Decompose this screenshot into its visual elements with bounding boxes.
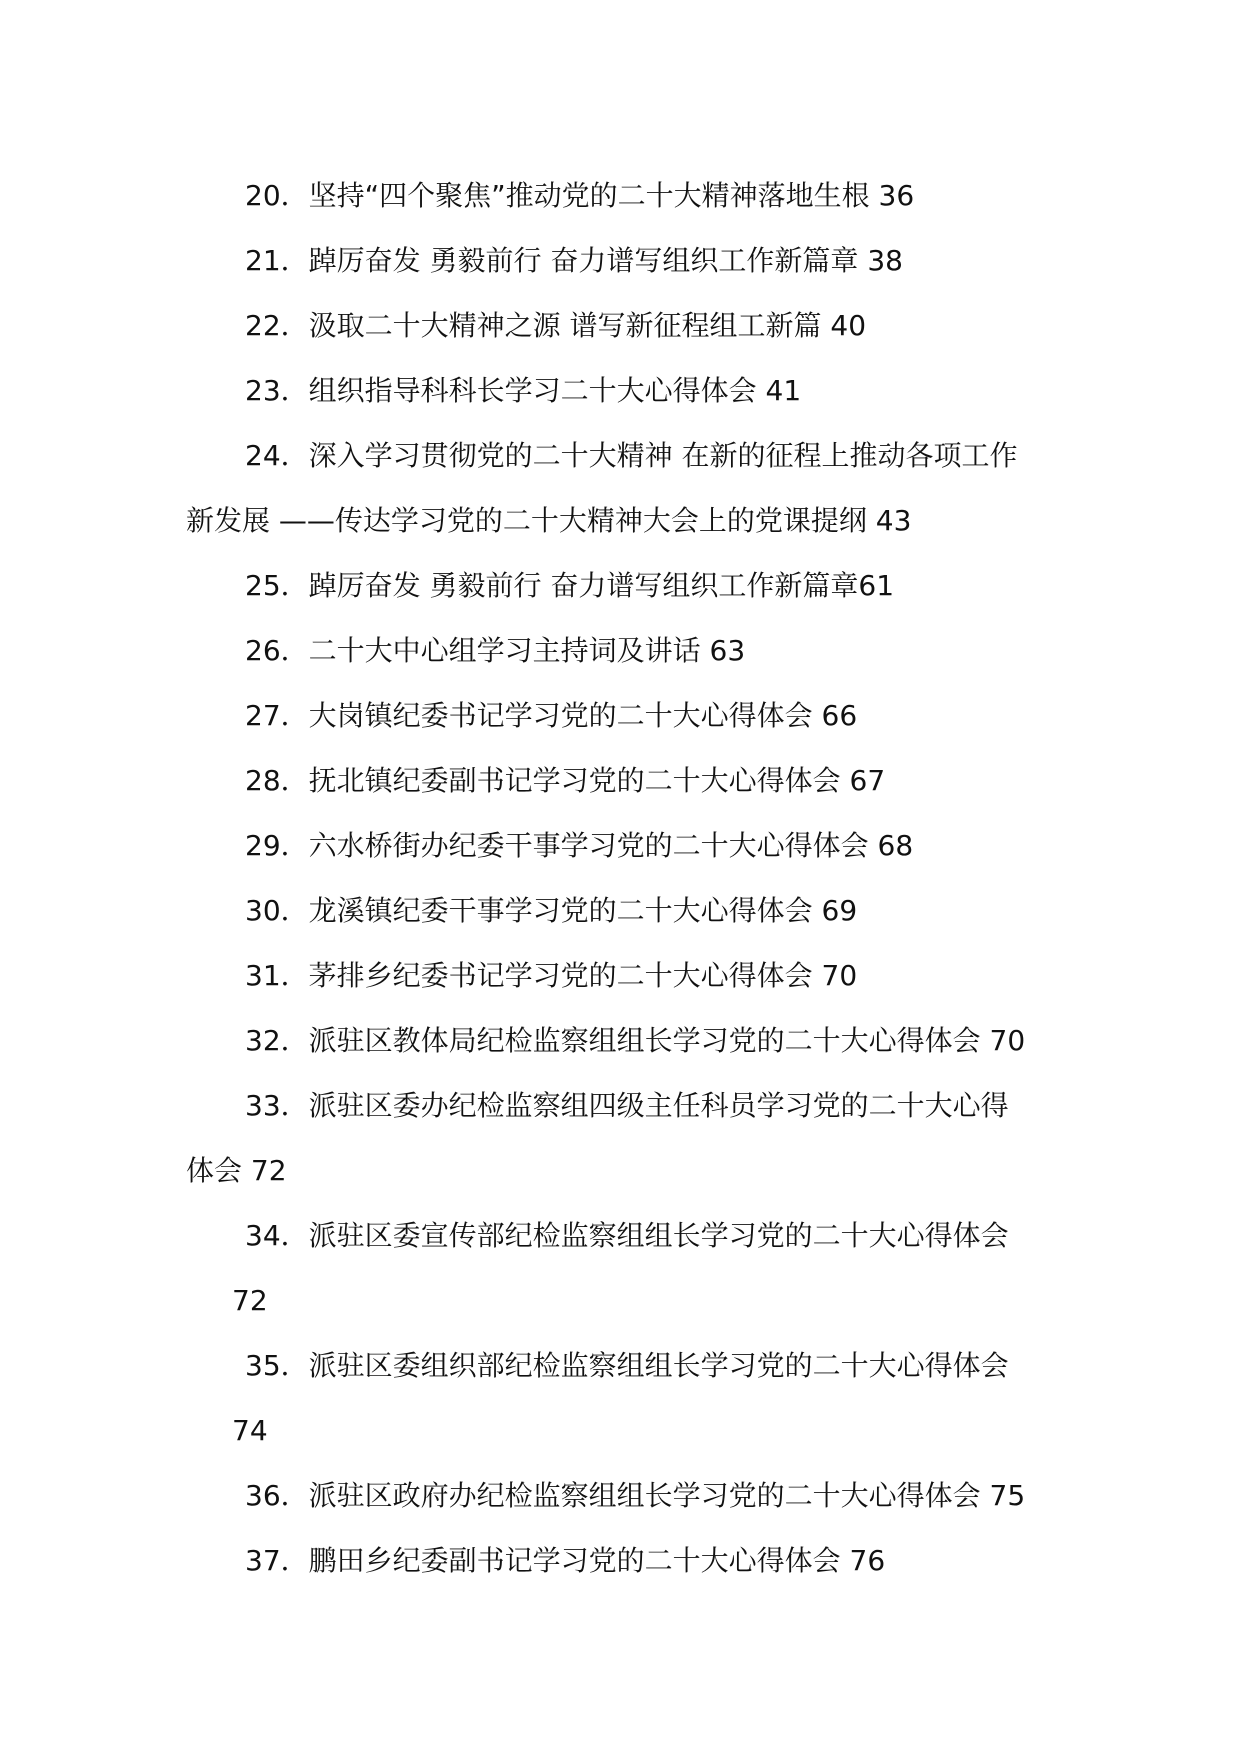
toc-entry-33-line-2: 体会 72 [186, 1154, 287, 1187]
toc-entry-35-line-1: 35．派驻区委组织部纪检监察组组长学习党的二十大心得体会 [245, 1349, 1009, 1382]
toc-entry-34-line-1: 34．派驻区委宣传部纪检监察组组长学习党的二十大心得体会 [245, 1219, 1009, 1252]
toc-entry-30: 30．龙溪镇纪委干事学习党的二十大心得体会 69 [245, 894, 858, 927]
toc-entry-24-line-1: 24．深入学习贯彻党的二十大精神 在新的征程上推动各项工作 [245, 439, 1018, 472]
toc-entry-20: 20．坚持“四个聚焦”推动党的二十大精神落地生根 36 [245, 179, 915, 212]
toc-entry-32: 32．派驻区教体局纪检监察组组长学习党的二十大心得体会 70 [245, 1024, 1026, 1057]
toc-entry-27: 27．大岗镇纪委书记学习党的二十大心得体会 66 [245, 699, 858, 732]
toc-entry-24-line-2: 新发展 ——传达学习党的二十大精神大会上的党课提纲 43 [186, 504, 912, 537]
toc-entry-29: 29．六水桥街办纪委干事学习党的二十大心得体会 68 [245, 829, 914, 862]
toc-entry-36: 36．派驻区政府办纪检监察组组长学习党的二十大心得体会 75 [245, 1479, 1026, 1512]
toc-entry-25: 25．踔厉奋发 勇毅前行 奋力谱写组织工作新篇章61 [245, 569, 895, 602]
toc-entry-28: 28．抚北镇纪委副书记学习党的二十大心得体会 67 [245, 764, 886, 797]
toc-entry-34-page: 72 [232, 1284, 268, 1317]
toc-entry-21: 21．踔厉奋发 勇毅前行 奋力谱写组织工作新篇章 38 [245, 244, 903, 277]
toc-entry-35-page: 74 [232, 1414, 268, 1447]
toc-entry-26: 26．二十大中心组学习主持词及讲话 63 [245, 634, 746, 667]
toc-entry-31: 31．茅排乡纪委书记学习党的二十大心得体会 70 [245, 959, 858, 992]
toc-entry-23: 23．组织指导科科长学习二十大心得体会 41 [245, 374, 802, 407]
toc-entry-22: 22．汲取二十大精神之源 谱写新征程组工新篇 40 [245, 309, 867, 342]
toc-entry-33-line-1: 33．派驻区委办纪检监察组四级主任科员学习党的二十大心得 [245, 1089, 1009, 1122]
toc-entry-37: 37．鹏田乡纪委副书记学习党的二十大心得体会 76 [245, 1544, 886, 1577]
